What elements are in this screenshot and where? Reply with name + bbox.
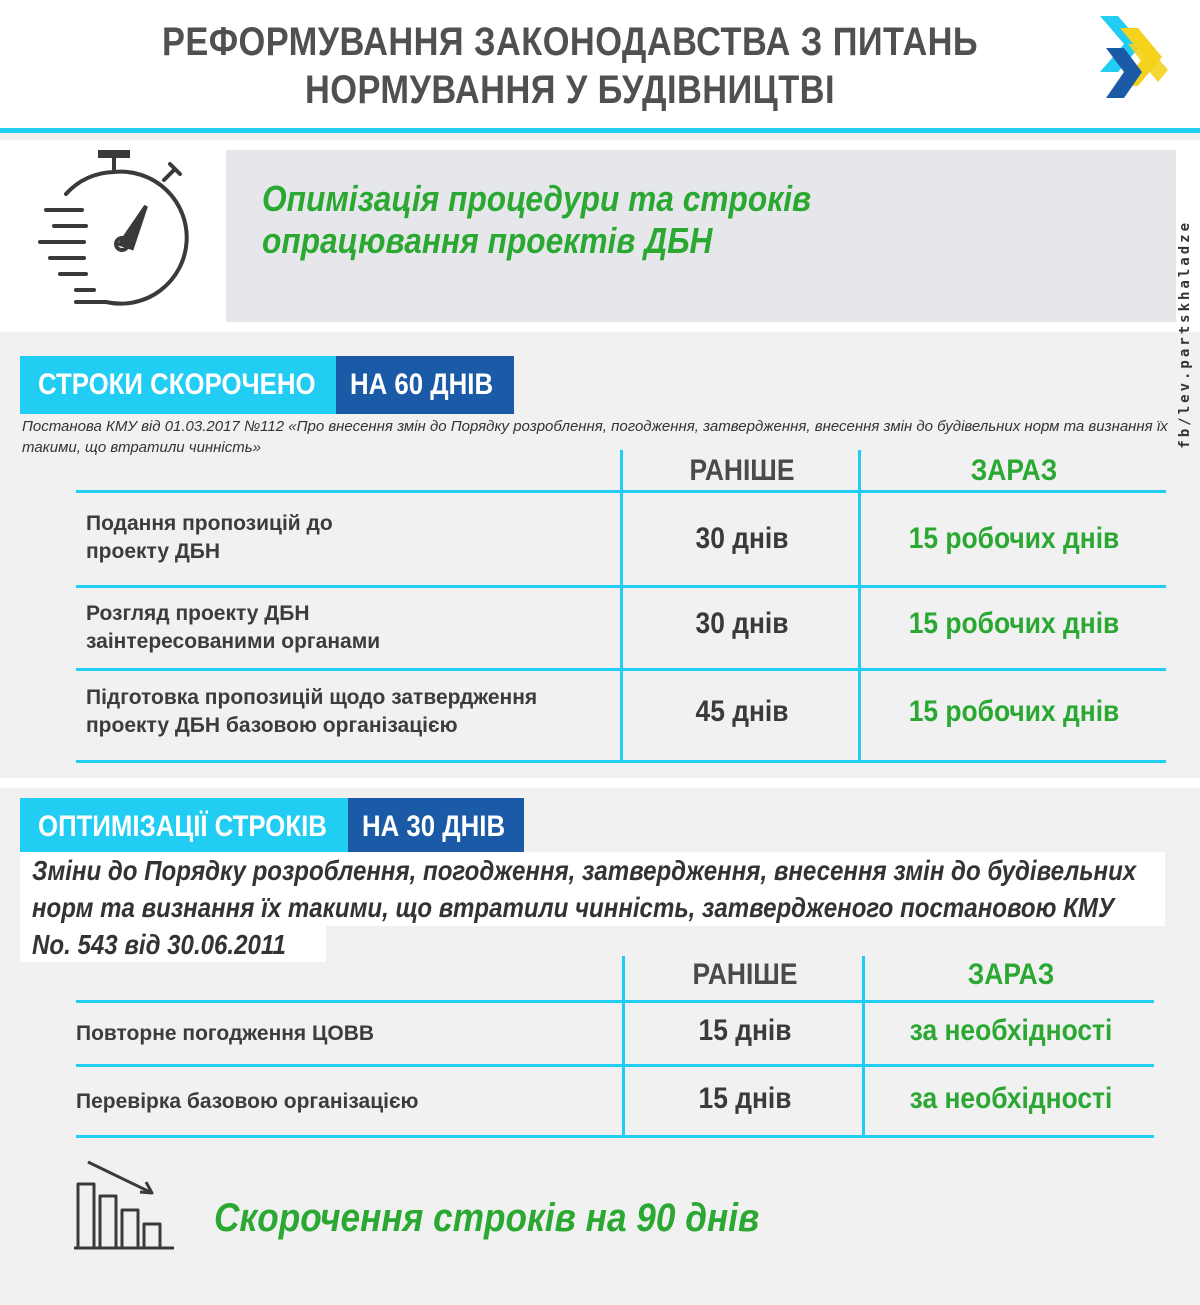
table2-rule-1	[76, 1064, 1154, 1067]
declining-bar-chart-icon	[72, 1158, 176, 1252]
table1-divider-2	[858, 450, 861, 762]
table2-cell-before: 15 днів	[698, 1082, 792, 1115]
table1-cell-before: 30 днів	[695, 607, 789, 640]
page-title-line1: РЕФОРМУВАННЯ ЗАКОНОДАВСТВА З ПИТАНЬ	[161, 20, 979, 64]
table2-divider-2	[862, 956, 865, 1138]
table1-rule-2	[76, 668, 1166, 671]
section2-decree: Зміни до Порядку розроблення, погодження, затвердження, внесення змін до будівельних норм та визнання їх такими, що втратили чинність, затвердженого постановою КМУ No. 543 від 30.06.2011	[32, 855, 1137, 960]
table1-cell-after: 15 робочих днів	[908, 522, 1120, 555]
table2-cell-after: за необхідності	[909, 1082, 1113, 1115]
table2-row-label: Повторне погодження ЦОВВ	[76, 1022, 375, 1045]
table2-rule-2	[76, 1135, 1154, 1138]
author-credit: fb/lev.partskhaladze	[1177, 220, 1193, 449]
table1-col-before: РАНІШЕ	[689, 454, 795, 487]
page-title	[131, 18, 1008, 114]
table1-divider-1	[620, 450, 623, 762]
section2-tag-value: НА 30 ДНІВ	[348, 798, 524, 856]
chevron-arrows-logo-icon	[1098, 14, 1170, 100]
section2-tag-label: ОПТИМІЗАЦІЇ СТРОКІВ	[20, 798, 348, 856]
hero-text: Опимізація процедури та строків опрацювання проектів ДБН	[262, 178, 812, 261]
table2-cell-after: за необхідності	[909, 1014, 1113, 1047]
table2-col-before: РАНІШЕ	[692, 958, 798, 991]
summary-text: Скорочення строків на 90 днів	[214, 1196, 760, 1240]
table2-cell-before: 15 днів	[698, 1014, 792, 1047]
header	[0, 0, 1200, 128]
table1-row-label: Підготовка пропозицій щодо затвердження проекту ДБН базовою організацією	[86, 686, 538, 737]
table1-row-label: Подання пропозицій до проекту ДБН	[86, 512, 333, 563]
table1-cell-after: 15 робочих днів	[908, 607, 1120, 640]
stopwatch-icon	[36, 148, 196, 308]
table1-cell-after: 15 робочих днів	[908, 695, 1120, 728]
table2-divider-1	[622, 956, 625, 1138]
section1-decree: Постанова КМУ від 01.03.2017 №112 «Про внесення змін до Порядку розроблення, погодження, затвердження, внесення змін до будівельних норм та визнання їх такими, що втратили чинність»	[22, 418, 1168, 456]
table2-col-after: ЗАРАЗ	[967, 958, 1055, 991]
section1-tag-label: СТРОКИ СКОРОЧЕНО	[20, 356, 336, 414]
table1-rule-3	[76, 760, 1166, 763]
table1-cell-before: 30 днів	[695, 522, 789, 555]
table1-col-after: ЗАРАЗ	[970, 454, 1058, 487]
section1-tag-value: НА 60 ДНІВ	[336, 356, 514, 414]
table2-rule-head	[76, 1000, 1154, 1003]
table1-rule-1	[76, 585, 1166, 588]
table2-row-label: Перевірка базовою організацією	[76, 1090, 419, 1113]
table1-rule-head	[76, 490, 1166, 493]
table1-row-label: Розгляд проекту ДБН заінтересованими органами	[86, 602, 381, 653]
page-title-line2: НОРМУВАННЯ У БУДІВНИЦТВІ	[305, 68, 835, 112]
header-rule	[0, 128, 1200, 133]
section-divider	[0, 778, 1200, 788]
table1-cell-before: 45 днів	[695, 695, 789, 728]
